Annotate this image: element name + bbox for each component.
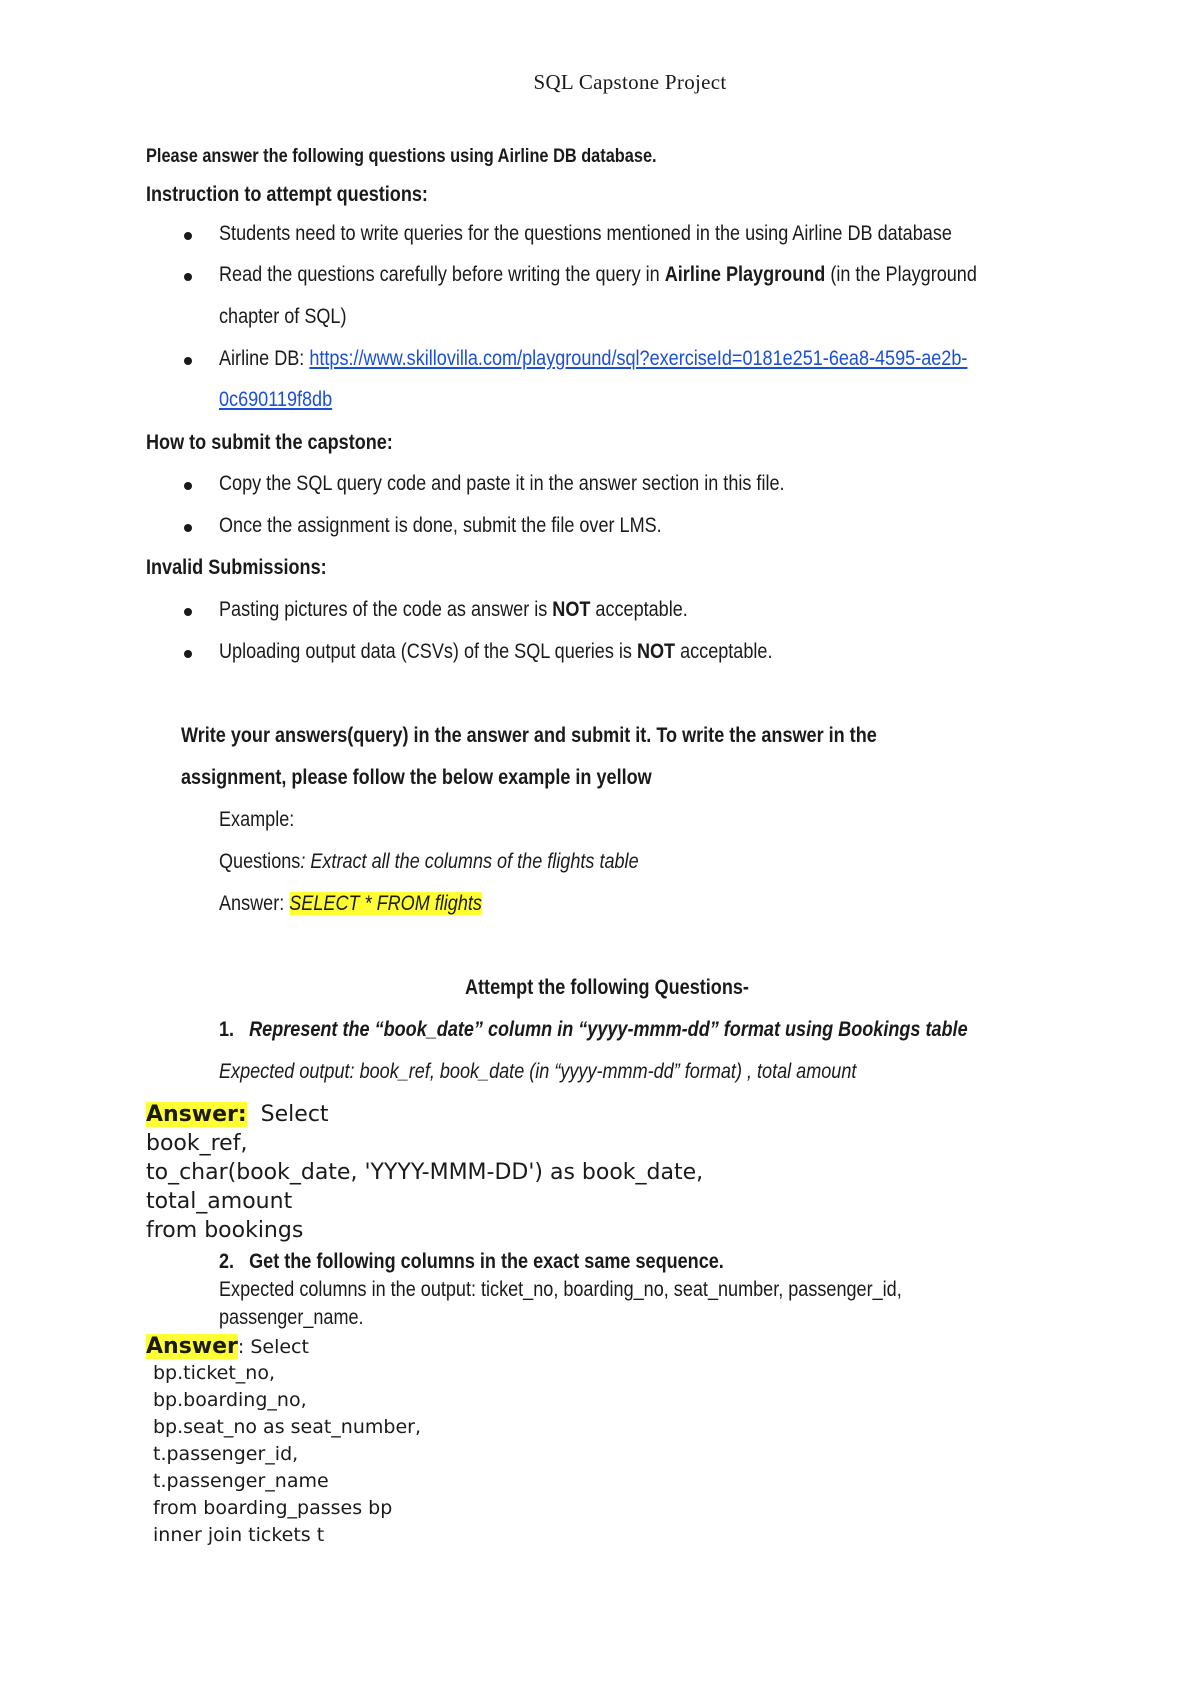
answer-1-label: Answer: — [146, 1102, 247, 1127]
answer-2-sql-line: bp.boarding_no, — [153, 1389, 307, 1411]
question-2: 2. Get the following columns in the exact same sequence. — [219, 1250, 724, 1273]
answer-1-label-line: Answer: Select — [146, 1102, 329, 1127]
answer-2-sql-line: inner join tickets t — [153, 1524, 325, 1546]
intro-text: Please answer the following questions using Airline DB database. — [146, 146, 657, 167]
example-question: Questions: Extract all the columns of the flights table — [219, 850, 639, 873]
question-1: 1. Represent the “book_date” column in “yyyy-mmm-dd” format using Bookings table — [219, 1018, 968, 1041]
example-answer: Answer: SELECT * FROM flights — [219, 892, 482, 915]
attempt-heading: Attempt the following Questions- — [464, 976, 749, 999]
answer-2-sql-line: bp.ticket_no, — [153, 1362, 276, 1384]
instructions-heading: Instruction to attempt questions: — [146, 183, 428, 206]
example-label: Example: — [219, 808, 295, 831]
submit-heading: How to submit the capstone: — [146, 431, 393, 454]
example-answer-highlight: SELECT * FROM flights — [289, 892, 482, 915]
answer-1-sql-line: from bookings — [146, 1218, 304, 1243]
question-2-expected-line-2: passenger_name. — [219, 1306, 364, 1329]
example-instruction-line-1: Write your answers(query) in the answer and submit it. To write the answer in the — [181, 724, 877, 747]
answer-2-sql-line: from boarding_passes bp — [153, 1497, 393, 1519]
question-2-expected-line-1: Expected columns in the output: ticket_no, boarding_no, seat_number, passenger_id, — [219, 1278, 902, 1301]
answer-2-sql-line: t.passenger_name — [153, 1470, 329, 1492]
airline-db-link-continued: 0c690119f8db — [219, 388, 333, 411]
document-title: SQL Capstone Project — [533, 70, 727, 94]
document-page: SQL Capstone Project Please answer the following questions using Airline DB database. Instruction to attempt questions: Students need to write queries for the questions mentioned in the using Airline DB database Read the questions carefully before writing the query in Airline Playground (in the Playground chapter of SQL) Airline DB: https://www.skillovilla.com/playground/sql?exerciseId=0181e251-6ea8-4595-ae2b- 0c690119f8db How to submit the capstone: Copy the SQL query code and paste it in the answer section in this file. Once the assignment is done, submit the file over LMS. Invalid Submissions: Pasting pictures of the code as answer is NOT acceptable. Uploading output data (CSVs) of the SQL queries is NOT acceptable. Write your answers(query) in the answer and submit it. To write the answer in the assignment, please follow the below example in yellow Example: Questions: Extract all the columns of the flights table Answer: SELECT * FROM flights Attempt the following Questions- 1. Represent the “book_date” column in “yyyy-mmm-dd” format using Bookings table Expected output: book_ref, book_date (in “yyyy-mmm-dd” format) , total amount Answer: Select book_ref, to_char(book_date, 'YYYY-MMM-DD') as book_date, total_amount from bookings 2. Get the following columns in the exact same sequence. Expected columns in the output: ticket_no, boarding_no, seat_number, passenger_id, passenger_name. Answer: Select bp.ticket_no, bp.boarding_no, bp.seat_no as seat_number, t.passenger_id, t.passenger_name from boarding_passes bp inner join tickets t — [0, 0, 1200, 1696]
answer-1-sql-line: to_char(book_date, 'YYYY-MMM-DD') as book_date, — [146, 1160, 704, 1185]
answer-2-sql-line: t.passenger_id, — [153, 1443, 299, 1465]
answer-2-label-line: Answer: Select — [146, 1334, 309, 1359]
invalid-heading: Invalid Submissions: — [146, 556, 327, 579]
instruction-bullet-2-continued: chapter of SQL) — [219, 305, 347, 328]
answer-1-sql-line: book_ref, — [146, 1131, 248, 1156]
answer-2-sql-line: bp.seat_no as seat_number, — [153, 1416, 422, 1438]
example-instruction-line-2: assignment, please follow the below example in yellow — [181, 766, 652, 789]
question-1-expected-output: Expected output: book_ref, book_date (in “yyyy-mmm-dd” format) , total amount — [219, 1060, 857, 1083]
answer-2-label: Answer — [146, 1334, 238, 1359]
answer-1-sql-line: total_amount — [146, 1189, 293, 1214]
airline-db-link[interactable]: https://www.skillovilla.com/playground/sql?exerciseId=0181e251-6ea8-4595-ae2b- — [309, 347, 968, 370]
